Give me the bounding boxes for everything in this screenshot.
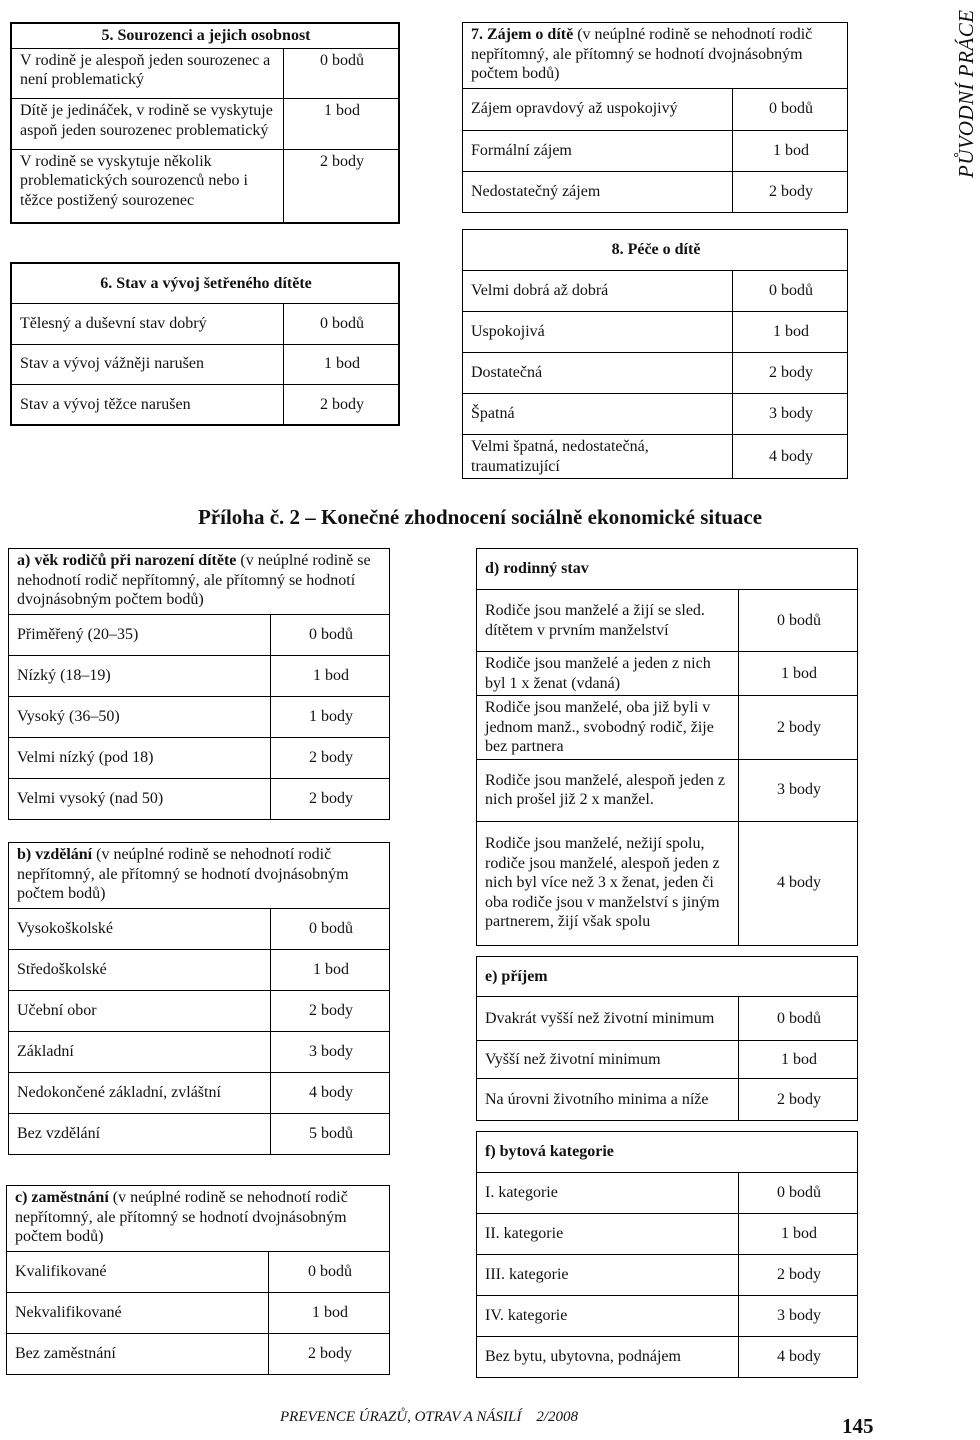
section-a-title-bold: a) věk rodičů při narození dítěte	[17, 552, 237, 569]
section-6-title: 6. Stav a vývoj šetřeného dítěte	[12, 264, 399, 304]
section-8-title: 8. Péče o dítě	[463, 230, 848, 271]
section-8-row-points: 1 bod	[733, 312, 848, 353]
section-5-row-points: 0 bodů	[284, 48, 399, 99]
section-5-title: 5. Sourozenci a jejich osobnost	[12, 24, 399, 49]
section-8-row-points: 2 body	[733, 353, 848, 394]
annex-title: Příloha č. 2 – Konečné zhodnocení sociálně ekonomické situace	[197, 505, 763, 529]
section-a-title-rest: (v neúplné rodině se nehodnotí rodič nepřítomný, ale přítomný se hodnotí dvojnásobným počtem bodů)	[17, 552, 371, 609]
section-e-row-label: Dvakrát vyšší než životní minimum	[477, 997, 739, 1041]
section-8-row-label: Dostatečná	[463, 353, 733, 394]
section-c-title-rest: (v neúplné rodině se nehodnotí rodič nepřítomný, ale přítomný se hodnotí dvojnásobným počtem bodů)	[15, 1189, 348, 1246]
section-a-row-points: 2 body	[271, 737, 390, 778]
section-6-row-points: 1 bod	[284, 344, 399, 384]
section-a-row-points: 1 bod	[271, 655, 390, 696]
section-b-row-label: Bez vzdělání	[9, 1113, 271, 1154]
section-b-row-label: Středoškolské	[9, 949, 271, 990]
section-7-interest	[462, 22, 848, 213]
section-5-row-points: 1 bod	[284, 99, 399, 150]
section-a-table	[8, 548, 390, 820]
section-f-row-label: III. kategorie	[477, 1255, 739, 1296]
section-f-row-label: I. kategorie	[477, 1173, 739, 1214]
section-f-housing	[476, 1131, 858, 1378]
section-5-table	[11, 23, 399, 223]
section-d-family-status	[476, 548, 858, 946]
section-c-row-points: 0 bodů	[269, 1251, 390, 1292]
section-5-siblings	[10, 22, 400, 224]
section-8-care	[462, 229, 848, 479]
section-f-row-points: 1 bod	[739, 1214, 858, 1255]
section-d-row-label: Rodiče jsou manželé, oba již byli v jednom manž., svobodný rodič, žije bez partnera	[477, 696, 739, 760]
section-b-row-points: 2 body	[271, 990, 390, 1031]
section-d-row-points: 2 body	[739, 696, 858, 760]
section-7-row-label: Formální zájem	[463, 130, 733, 171]
section-d-row-points: 4 body	[739, 821, 858, 945]
section-c-row-points: 2 body	[269, 1333, 390, 1374]
section-b-row-label: Základní	[9, 1031, 271, 1072]
section-7-title	[463, 23, 848, 89]
section-b-title-rest: (v neúplné rodině se nehodnotí rodič nepřítomný, ale přítomný se hodnotí dvojnásobným počtem bodů)	[17, 846, 349, 903]
section-f-row-points: 3 body	[739, 1296, 858, 1337]
section-d-row-label: Rodiče jsou manželé, alespoň jeden z nich prošel již 2 x manžel.	[477, 759, 739, 821]
section-8-row-points: 3 body	[733, 394, 848, 435]
section-5-row-label: V rodině je alespoň jeden sourozenec a není problematický	[12, 48, 284, 99]
section-6-row-label: Stav a vývoj vážněji narušen	[12, 344, 284, 384]
section-b-education	[8, 842, 390, 1155]
section-e-row-points: 1 bod	[739, 1041, 858, 1079]
section-b-row-points: 0 bodů	[271, 908, 390, 949]
section-a-row-label: Vysoký (36–50)	[9, 696, 271, 737]
section-7-row-label: Zájem opravdový až uspokojivý	[463, 88, 733, 130]
section-e-row-label: Vyšší než životní minimum	[477, 1041, 739, 1079]
section-8-table	[462, 229, 848, 479]
section-7-row-points: 2 body	[733, 171, 848, 212]
section-7-row-points: 1 bod	[733, 130, 848, 171]
section-7-row-label: Nedostatečný zájem	[463, 171, 733, 212]
section-a-row-label: Velmi nízký (pod 18)	[9, 737, 271, 778]
section-b-row-points: 3 body	[271, 1031, 390, 1072]
section-f-row-points: 4 body	[739, 1337, 858, 1378]
section-b-row-label: Učební obor	[9, 990, 271, 1031]
section-b-row-points: 4 body	[271, 1072, 390, 1113]
section-6-table	[11, 263, 399, 425]
section-8-row-label: Velmi dobrá až dobrá	[463, 271, 733, 312]
section-c-employment	[6, 1185, 390, 1375]
section-f-row-label: II. kategorie	[477, 1214, 739, 1255]
section-b-title	[9, 843, 390, 909]
section-d-table	[476, 548, 858, 946]
section-7-table	[462, 22, 848, 213]
section-b-row-points: 5 bodů	[271, 1113, 390, 1154]
section-e-table	[476, 956, 858, 1121]
section-5-row-label: Dítě je jedináček, v rodině se vyskytuje aspoň jeden sourozenec problematický	[12, 99, 284, 150]
section-8-row-label: Velmi špatná, nedostatečná, traumatizující	[463, 435, 733, 479]
section-d-row-points: 1 bod	[739, 652, 858, 696]
section-d-row-label: Rodiče jsou manželé a žijí se sled. dítětem v prvním manželství	[477, 590, 739, 652]
section-5-row-label: V rodině se vyskytuje několik problematických sourozenců nebo i těžce postižený sourozenec	[12, 149, 284, 222]
section-c-title	[7, 1186, 390, 1252]
section-b-row-points: 1 bod	[271, 949, 390, 990]
section-6-row-points: 0 bodů	[284, 304, 399, 344]
section-f-row-points: 2 body	[739, 1255, 858, 1296]
section-d-row-points: 0 bodů	[739, 590, 858, 652]
section-a-title	[9, 549, 390, 615]
section-a-row-points: 2 body	[271, 778, 390, 819]
section-6-row-label: Tělesný a duševní stav dobrý	[12, 304, 284, 344]
section-7-title-rest: (v neúplné rodině se nehodnotí rodič nepřítomný, ale přítomný se hodnotí dvojnásobným počtem bodů)	[471, 26, 813, 83]
section-f-table	[476, 1131, 858, 1378]
section-e-row-points: 2 body	[739, 1079, 858, 1121]
page-number: 145	[842, 1414, 874, 1438]
section-c-row-label: Kvalifikované	[7, 1251, 269, 1292]
section-f-title: f) bytová kategorie	[477, 1132, 858, 1173]
section-a-parent-age	[8, 548, 390, 820]
section-e-title: e) příjem	[477, 957, 858, 997]
section-8-row-label: Uspokojivá	[463, 312, 733, 353]
section-6-child-state	[10, 262, 400, 426]
section-a-row-label: Velmi vysoký (nad 50)	[9, 778, 271, 819]
section-c-row-label: Nekvalifikované	[7, 1292, 269, 1333]
section-d-title: d) rodinný stav	[477, 549, 858, 590]
section-e-row-label: Na úrovni životního minima a níže	[477, 1079, 739, 1121]
section-8-row-label: Špatná	[463, 394, 733, 435]
section-b-row-label: Vysokoškolské	[9, 908, 271, 949]
section-7-title-bold: 7. Zájem o dítě	[471, 26, 574, 43]
section-a-row-label: Přiměřený (20–35)	[9, 614, 271, 655]
section-d-row-label: Rodiče jsou manželé, nežijí spolu, rodiče jsou manželé, alespoň jeden z nich byl více než 3 x ženat, jeden či oba rodiče jsou v manželství s jiným partnerem, žijí však spolu	[477, 821, 739, 945]
section-b-row-label: Nedokončené základní, zvláštní	[9, 1072, 271, 1113]
section-8-row-points: 0 bodů	[733, 271, 848, 312]
section-f-row-points: 0 bodů	[739, 1173, 858, 1214]
section-e-row-points: 0 bodů	[739, 997, 858, 1041]
section-a-row-points: 0 bodů	[271, 614, 390, 655]
side-running-title	[900, 0, 978, 190]
section-5-row-points: 2 body	[284, 149, 399, 222]
journal-footer: PREVENCE ÚRAZŮ, OTRAV A NÁSILÍ 2/2008	[280, 1409, 579, 1425]
section-c-row-points: 1 bod	[269, 1292, 390, 1333]
side-title-text: PŮVODNÍ PRÁCE	[954, 9, 978, 178]
section-b-table	[8, 842, 390, 1155]
section-8-row-points: 4 body	[733, 435, 848, 479]
section-f-row-label: Bez bytu, ubytovna, podnájem	[477, 1337, 739, 1378]
section-f-row-label: IV. kategorie	[477, 1296, 739, 1337]
section-d-row-label: Rodiče jsou manželé a jeden z nich byl 1 x ženat (vdaná)	[477, 652, 739, 696]
section-7-row-points: 0 bodů	[733, 88, 848, 130]
section-a-row-label: Nízký (18–19)	[9, 655, 271, 696]
section-d-row-points: 3 body	[739, 759, 858, 821]
section-6-row-points: 2 body	[284, 384, 399, 424]
section-c-title-bold: c) zaměstnání	[15, 1189, 109, 1206]
section-e-income	[476, 956, 858, 1121]
section-a-row-points: 1 body	[271, 696, 390, 737]
section-b-title-bold: b) vzdělání	[17, 846, 93, 863]
section-c-row-label: Bez zaměstnání	[7, 1333, 269, 1374]
section-c-table	[6, 1185, 390, 1375]
section-6-row-label: Stav a vývoj těžce narušen	[12, 384, 284, 424]
